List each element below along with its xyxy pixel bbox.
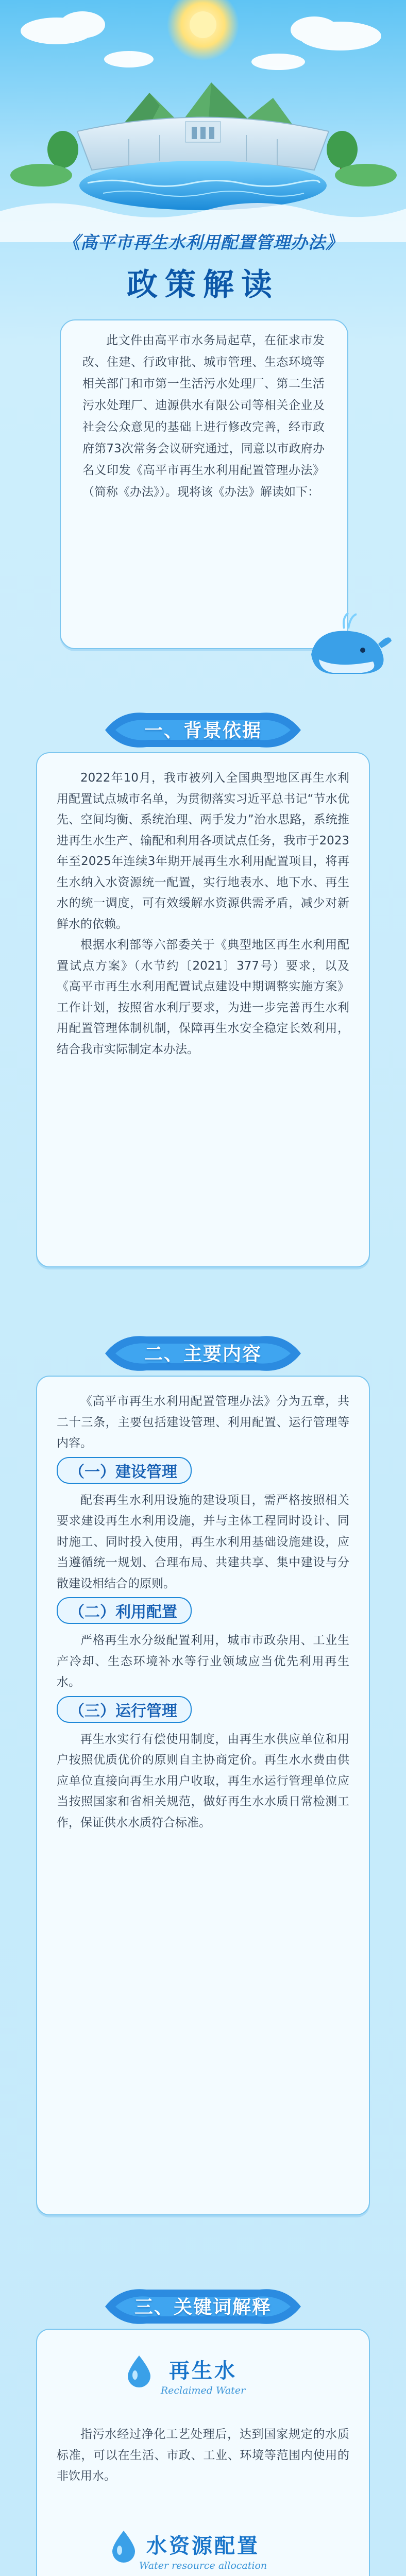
section-banner-background: [100, 706, 306, 754]
section-content: [57, 1391, 349, 1833]
term-heading: [0, 2354, 406, 2396]
section-banner-background: [100, 2282, 306, 2331]
section-number: 三: [134, 2296, 154, 2318]
section-paragraph: 《高平市再生水利用配置管理办法》分为五章，共二十三条，主要包括建设管理、利用配置、运行管理等内容。: [57, 1395, 349, 1450]
subsection-paragraph: 再生水实行有偿使用制度，由再生水供应单位和用户按照优质优价的原则自主协商定价。再生水水费由供应单位直接向再生水用户收取，再生水运行管理单位应当按照国家和省相关规范，做好再生水水质日常检测工作，保证供水水质符合标准。: [57, 1732, 349, 1829]
section-paragraph: 2022年10月，我市被列入全国典型地区再生水利用配置试点城市名单，为贯彻落实习近平总书记“节水优先、空间均衡、系统治理、两手发力”治水思路，系统推进再生水生产、输配和利用各项试点任务，我市于2023年至2025年连续3年期开展再生水利用配置项目，将再生水纳入水资源统一配置，实行地表水、地下水、再生水的统一调度，可有效缓解水资源供需矛盾，减少对新鲜水的依赖。: [57, 771, 349, 931]
section-title-text: 关键词解释: [174, 2296, 272, 2318]
section-number: 一: [144, 720, 164, 741]
subsection-paragraph: 配套再生水利用设施的建设项目，需严格按照相关要求建设再生水利用设施，并与主体工程同时设计、同时施工、同时投入使用，再生水利用基础设施建设，应当遵循统一规划、合理布局、共建共享、集中建设与分散建设相结合的原则。: [57, 1493, 349, 1590]
term-english: Water resource allocation: [139, 2560, 267, 2571]
subsection-label: （二）利用配置: [57, 1597, 192, 1624]
term-title: 水资源配置: [146, 2534, 260, 2558]
sun-icon: [167, 0, 239, 61]
section-background-content: [57, 768, 349, 1060]
subsection-label: （一）建设管理: [57, 1457, 192, 1484]
section-paragraph: 根据水利部等六部委关于《典型地区再生水利用配置试点方案》（水节约〔2021〕377号）要求，以及《高平市再生水利用配置试点建设中期调整实施方案》工作计划，按照省水利厅要求，为进一步完善再生水利用配置管理体制机制，保障再生水安全稳定长效利用，结合我市实际制定本办法。: [57, 938, 349, 1056]
section-number: 二: [144, 1343, 164, 1365]
term-heading: [0, 2530, 406, 2571]
subsection-paragraph: 严格再生水分级配置利用，城市市政杂用、工业生产冷却、生态环境补水等行业领域应当优先利用再生水。: [57, 1634, 349, 1689]
term-title: 再生水: [169, 2359, 237, 2383]
intro-paragraph: 此文件由高平市水务局起草，在征求市发改、住建、行政审批、城市管理、生态环境等相关部门和市第一生活污水处理厂、第二生活污水处理厂、迪源供水有限公司等相关企业及社会公众意见的基础上进行修改完善，经市政府第73次常务会议研究通过，同意以市政府办名义印发《高平市再生水利用配置管理办法》（简称《办法》）。现将该《办法》解读如下：: [82, 334, 325, 499]
term-content: [57, 2424, 349, 2487]
hero-illustration: [0, 0, 406, 242]
whale-icon: [301, 608, 394, 685]
subsection-label: （三）运行管理: [57, 1696, 192, 1723]
page-subtitle: 政策解读: [127, 267, 279, 303]
section-title: 三、关键词解释: [134, 2296, 272, 2318]
term-definition: 指污水经过净化工艺处理后，达到国家规定的水质标准，可以在生活、市政、工业、环境等范围内使用的非饮用水。: [57, 2428, 349, 2483]
section-title-text: 背景依据: [183, 720, 262, 741]
term-english: Reclaimed Water: [160, 2385, 246, 2396]
section-banner-background: [100, 1329, 306, 1378]
water-pool-icon: [79, 161, 327, 210]
section-title: 二、主要内容: [144, 1343, 262, 1365]
document-title: 《高平市再生水利用配置管理办法》: [63, 232, 343, 252]
section-title-text: 主要内容: [183, 1343, 262, 1365]
intro-text-block: [82, 330, 325, 503]
section-title: 一、背景依据: [144, 720, 262, 741]
